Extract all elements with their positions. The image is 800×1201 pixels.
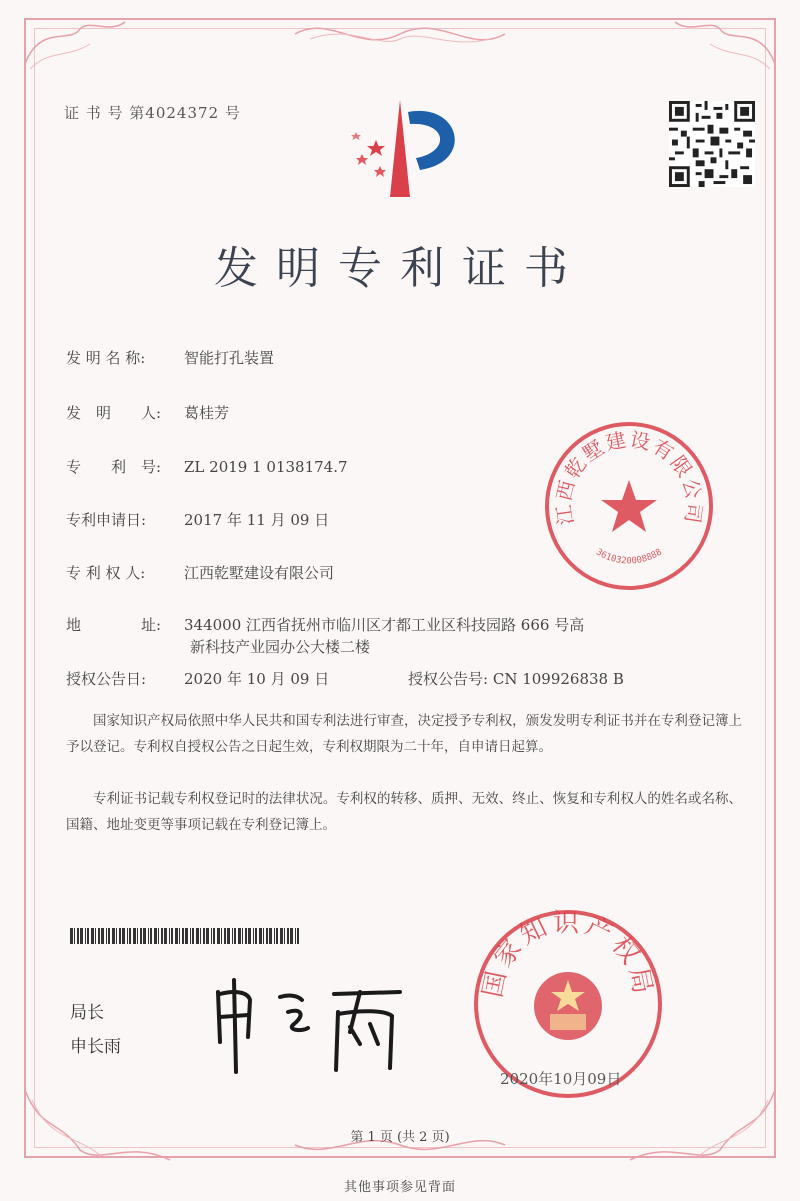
field-label: 授权公告日: — [66, 670, 147, 688]
field-invention-name — [66, 347, 274, 368]
field-grant-announce-no — [408, 668, 624, 689]
barcode-bar — [206, 928, 209, 944]
barcode-bar — [106, 928, 107, 944]
barcode-bar — [196, 928, 199, 944]
director-signature — [210, 972, 410, 1082]
barcode-bar — [224, 928, 226, 944]
barcode-bar — [276, 928, 278, 944]
barcode-bar — [140, 928, 142, 944]
field-label: 发 明 人: — [66, 404, 162, 422]
barcode-bar — [77, 928, 79, 944]
field-label: 地 址: — [66, 616, 162, 634]
field-inventor — [66, 402, 229, 423]
barcode-bar — [227, 928, 230, 944]
field-filing-date — [66, 509, 329, 530]
field-value: 344000 江西省抚州市临川区才都工业区科技园路 666 号高 — [184, 616, 585, 634]
corner-flourish-top-right — [670, 14, 780, 74]
barcode-bar — [242, 928, 243, 944]
barcode-bar — [284, 928, 285, 944]
paragraph-grant-statement: 国家知识产权局依照中华人民共和国专利法进行审查，决定授予专利权，颁发发明专利证书并在专利登记簿上予以登记。专利权自授权公告之日起生效，专利权期限为二十年，自申请日起算。 — [66, 713, 742, 755]
barcode-bar — [122, 928, 125, 944]
barcode-bar — [245, 928, 247, 944]
barcode-bar — [169, 928, 170, 944]
barcode-bar — [116, 928, 117, 944]
barcode-bar — [232, 928, 233, 944]
certificate-title: 发明专利证书 — [214, 243, 586, 294]
company-seal-text: 江西乾墅建设有限公司 — [551, 427, 707, 527]
barcode-bar — [108, 928, 110, 944]
certificate-number: 证 书 号 第4024372 号 — [64, 104, 241, 122]
barcode-bar — [259, 928, 262, 944]
barcode-bar — [253, 928, 254, 944]
field-value: 葛桂芳 — [184, 404, 230, 422]
barcode-bar — [221, 928, 222, 944]
barcode-bar — [297, 928, 299, 944]
barcode-bar — [182, 928, 184, 944]
barcode-bar — [98, 928, 100, 944]
barcode-bar — [158, 928, 159, 944]
barcode-bar — [190, 928, 191, 944]
barcode-bar — [217, 928, 220, 944]
barcode-bar — [263, 928, 264, 944]
barcode-bar — [164, 928, 167, 944]
director-name: 申长雨 — [70, 1037, 121, 1057]
barcode-bar — [280, 928, 283, 944]
barcode-bar — [295, 928, 296, 944]
barcode-bar — [274, 928, 275, 944]
barcode-bar — [171, 928, 173, 944]
barcode-bar — [101, 928, 104, 944]
field-label: 授权公告号: — [408, 670, 489, 688]
barcode-bar — [269, 928, 272, 944]
barcode-bar — [95, 928, 96, 944]
field-value: ZL 2019 1 0138174.7 — [184, 458, 348, 476]
field-label: 专利申请日: — [66, 511, 147, 529]
barcode-bar — [203, 928, 205, 944]
director-title: 局长 — [70, 1003, 104, 1023]
field-label: 专 利 权 人: — [66, 564, 146, 582]
page-number: 第 1 页 (共 2 页) — [350, 1130, 450, 1145]
barcode-bar — [80, 928, 83, 944]
barcode-bar — [211, 928, 212, 944]
barcode-bar — [87, 928, 89, 944]
barcode-bar — [238, 928, 241, 944]
barcode-bar — [287, 928, 289, 944]
patent-office-seal-text: 国家知识产权局 — [477, 908, 659, 1001]
barcode-bar — [133, 928, 136, 944]
barcode-bar — [290, 928, 293, 944]
corner-flourish-bottom-left — [20, 1080, 180, 1170]
barcode-bar — [112, 928, 115, 944]
field-value: 2017 年 11 月 09 日 — [184, 511, 330, 529]
barcode-bar — [74, 928, 75, 944]
cnipa-logo — [340, 92, 480, 202]
paragraph-legal-status: 专利证书记载专利权登记时的法律状况。专利权的转移、质押、无效、终止、恢复和专利权人的姓名或名称、国籍、地址变更等事项记载在专利登记簿上。 — [66, 791, 742, 833]
barcode-bar — [119, 928, 121, 944]
barcode-bar — [255, 928, 257, 944]
field-value: 2020 年 10 月 09 日 — [184, 670, 330, 688]
barcode-bar — [127, 928, 128, 944]
company-seal — [543, 420, 715, 592]
barcode-bar — [179, 928, 180, 944]
barcode-bar — [70, 928, 73, 944]
qr-code-icon — [669, 101, 755, 187]
top-flourish — [290, 14, 510, 54]
barcode-bar — [200, 928, 201, 944]
svg-text:3610320008888 — [594, 547, 664, 566]
field-value: 智能打孔装置 — [184, 349, 275, 367]
field-value: 江西乾墅建设有限公司 — [184, 564, 335, 582]
field-address — [66, 614, 584, 635]
field-label: 专 利 号: — [66, 458, 162, 476]
field-label: 发 明 名 称: — [66, 349, 146, 367]
field-patent-no — [66, 456, 348, 477]
barcode-bar — [161, 928, 163, 944]
barcode-bar — [91, 928, 94, 944]
barcode-bar — [234, 928, 236, 944]
barcode-bar — [192, 928, 194, 944]
field-value: CN 109926838 B — [492, 670, 624, 688]
barcode-bar — [85, 928, 86, 944]
barcode-bar — [266, 928, 268, 944]
field-patentee — [66, 562, 334, 583]
barcode-bar — [143, 928, 146, 944]
barcode-icon — [70, 928, 300, 944]
footer-note: 其他事项参见背面 — [343, 1180, 456, 1195]
corner-flourish-top-left — [20, 14, 130, 74]
barcode-bar — [137, 928, 138, 944]
seal-date: 2020年10月09日 — [500, 1070, 622, 1088]
field-address-line2: 新科技产业园办公大楼二楼 — [190, 638, 371, 656]
barcode-bar — [150, 928, 152, 944]
barcode-bar — [175, 928, 178, 944]
barcode-bar — [129, 928, 131, 944]
barcode-bar — [248, 928, 251, 944]
field-grant-announce-date — [66, 668, 329, 689]
company-seal-code: 3610320008888 — [594, 547, 664, 567]
barcode-bar — [213, 928, 215, 944]
barcode-bar — [185, 928, 188, 944]
barcode-bar — [154, 928, 157, 944]
barcode-bar — [148, 928, 149, 944]
